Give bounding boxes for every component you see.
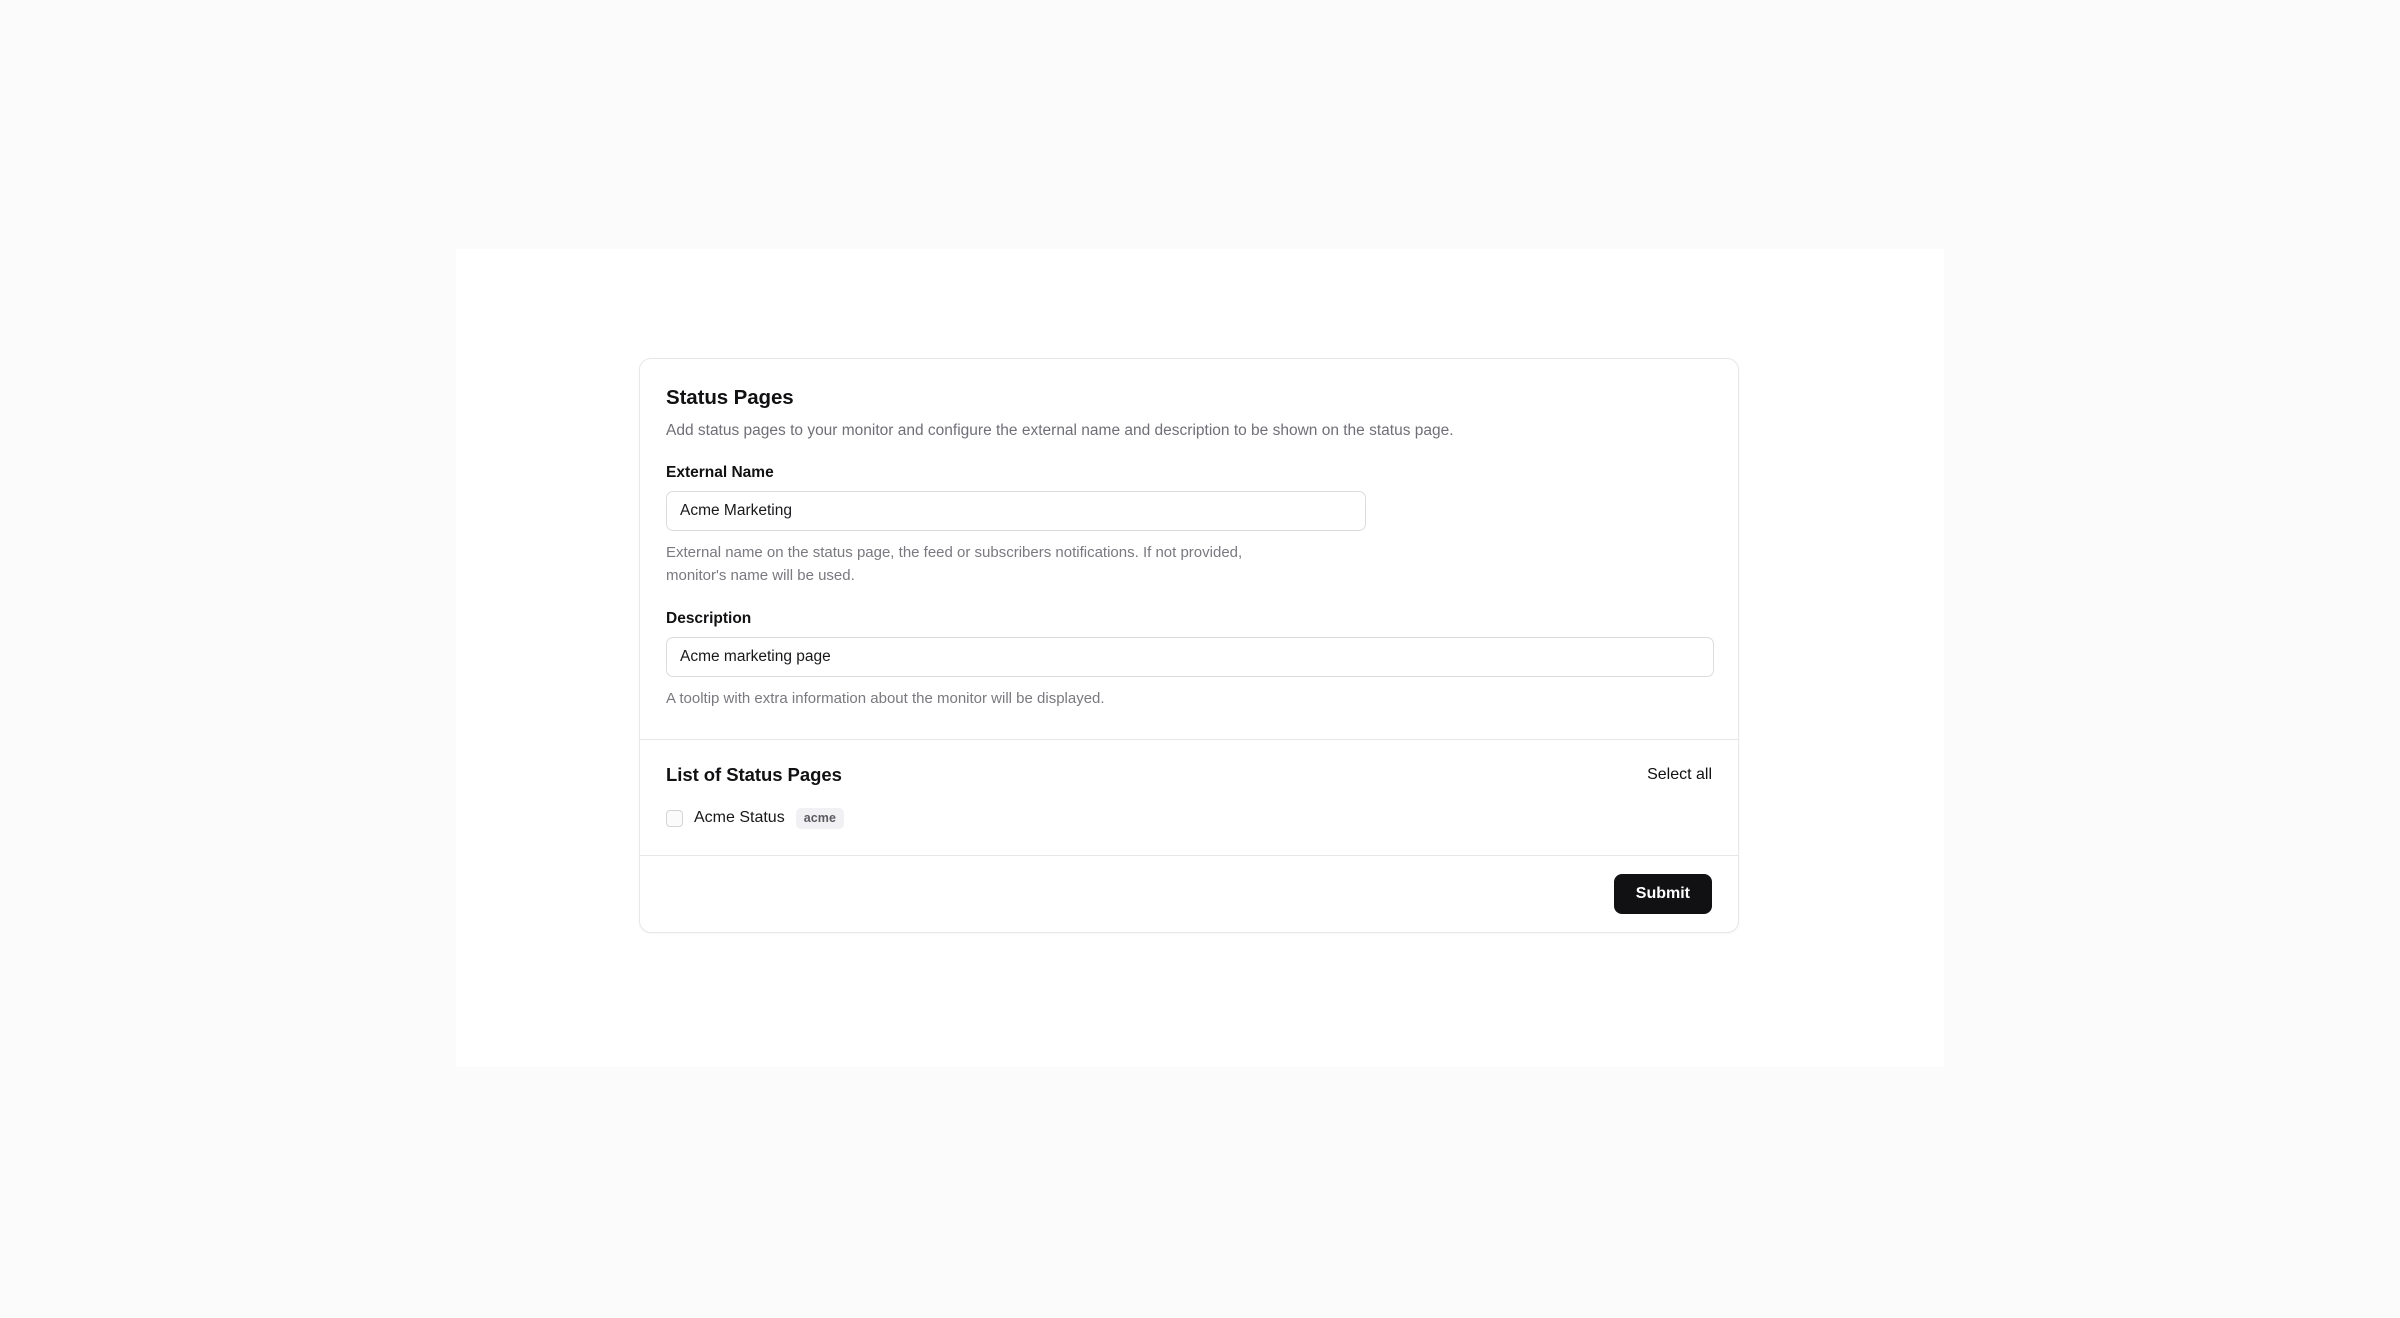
status-page-checkbox[interactable] <box>666 810 683 827</box>
list-title: List of Status Pages <box>666 763 842 785</box>
status-pages-form-section <box>640 359 1738 739</box>
submit-button[interactable]: Submit <box>1614 874 1712 914</box>
status-pages-list-section <box>640 740 1738 855</box>
external-name-help: External name on the status page, the feed or subscribers notifications. If not provided, monitor's name will be used. <box>666 544 1243 584</box>
external-name-label: External Name <box>666 464 774 482</box>
status-pages-card <box>639 358 1739 933</box>
description-field <box>666 610 1712 711</box>
card-subtitle: Add status pages to your monitor and configure the external name and description to be shown on the status page. <box>666 421 1454 439</box>
description-label: Description <box>666 609 752 627</box>
external-name-field <box>666 464 1712 588</box>
page-title: Status Pages <box>666 386 794 409</box>
list-header <box>666 764 1712 786</box>
external-name-input[interactable] <box>666 491 1366 531</box>
card-footer <box>640 856 1738 932</box>
status-badge: acme <box>796 808 844 829</box>
description-help: A tooltip with extra information about the monitor will be displayed. <box>666 689 1105 707</box>
status-page-name: Acme Status <box>694 809 785 827</box>
status-pages-rows <box>666 808 1712 829</box>
list-item[interactable] <box>666 808 1712 829</box>
description-input[interactable] <box>666 637 1714 677</box>
select-all-button[interactable]: Select all <box>1647 765 1712 783</box>
